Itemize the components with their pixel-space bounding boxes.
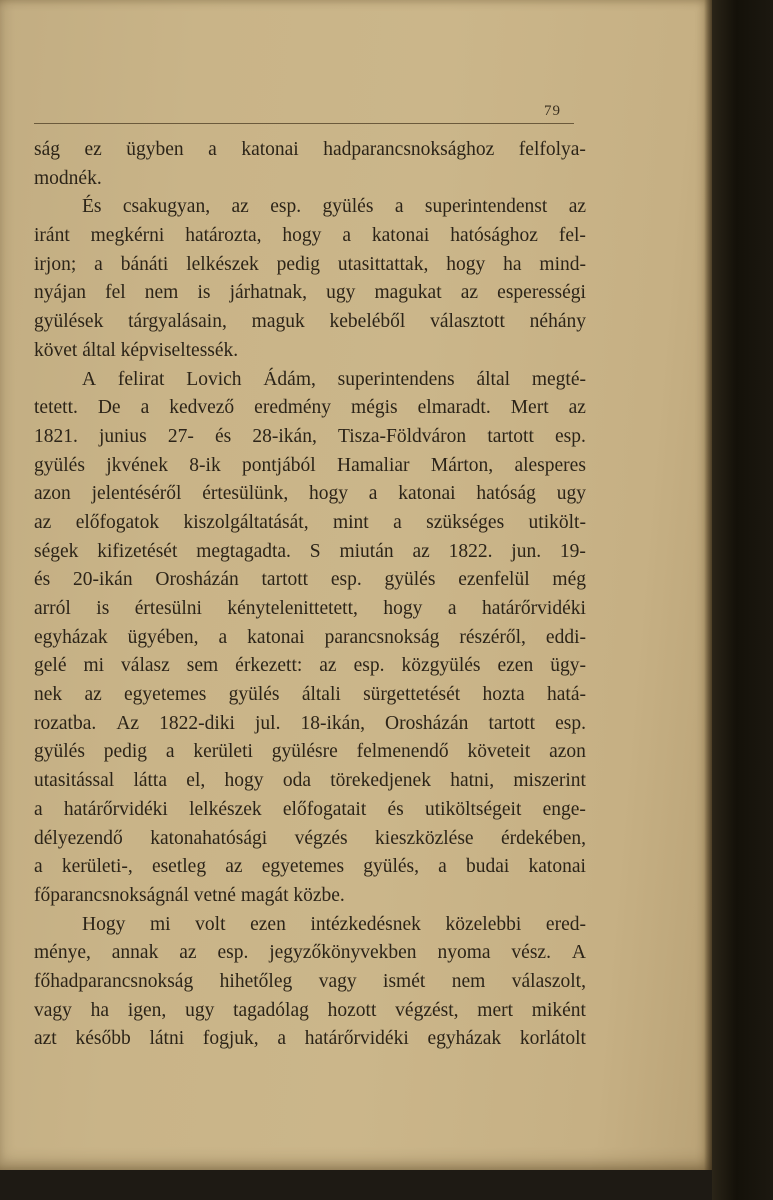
- text-line: nyájan fel nem is járhatnak, ugy magukat az esperességi: [34, 282, 586, 304]
- body-text: [34, 136, 586, 1054]
- text-line: utasitással látta el, hogy oda törekedjenek hatni, miszerint: [34, 770, 586, 792]
- text-line: ménye, annak az esp. jegyzőkönyvekben nyoma vész. A: [34, 942, 586, 964]
- text-line: követ által képviseltessék.: [34, 339, 239, 361]
- text-line: főhadparancsnokság hihetőleg vagy ismét nem válaszolt,: [34, 970, 586, 992]
- text-line: 1821. junius 27- és 28-ikán, Tisza-Földváron tartott esp.: [34, 425, 586, 447]
- text-line: a határőrvidéki lelkészek előfogatait és utiköltségeit enge-: [34, 798, 586, 820]
- text-line: iránt megkérni határozta, hogy a katonai hatósághoz fel-: [34, 225, 586, 247]
- book-spine: [712, 0, 773, 1200]
- text-line: délyezendő katonahatósági végzés kieszközlése érdekében,: [34, 827, 586, 849]
- text-line: És csakugyan, az esp. gyülés a superintendenst az: [82, 196, 586, 218]
- text-line: gyülések tárgyalásain, maguk kebeléből választott néhány: [34, 311, 586, 333]
- text-line: rozatba. Az 1822-diki jul. 18-ikán, Orosházán tartott esp.: [34, 712, 586, 734]
- text-line: ság ez ügyben a katonai hadparancsnoksághoz felfolya-: [34, 139, 586, 160]
- text-line: főparancsnokságnál vetné magát közbe.: [34, 884, 345, 906]
- paragraph: [34, 366, 586, 911]
- text-line: irjon; a bánáti lelkészek pedig utasittattak, hogy ha mind-: [34, 253, 586, 275]
- text-line: arról is értesülni kénytelenittetett, hogy a határőrvidéki: [34, 598, 586, 619]
- text-line: Hogy mi volt ezen intézkedésnek közelebbi ered-: [82, 913, 586, 935]
- text-line: A felirat Lovich Ádám, superintendens által megté-: [82, 368, 586, 390]
- text-line: tetett. De a kedvező eredmény mégis elmaradt. Mert az: [34, 397, 586, 419]
- text-line: egyházak ügyében, a katonai parancsnokság részéről, eddi-: [34, 626, 586, 648]
- text-line: azt később látni fogjuk, a határőrvidéki egyházak korlátolt: [34, 1028, 586, 1050]
- text-line: vagy ha igen, ugy tagadólag hozott végzést, mert miként: [34, 999, 586, 1021]
- text-line: a kerületi-, esetleg az egyetemes gyülés, a budai katonai: [34, 856, 586, 878]
- text-line: gelé mi válasz sem érkezett: az esp. közgyülés ezen ügy-: [34, 655, 586, 677]
- text-line: gyülés jkvének 8-ik pontjából Hamaliar Márton, alesperes: [34, 454, 586, 476]
- text-line: és 20-ikán Orosházán tartott esp. gyülés ezenfelül még: [34, 569, 586, 591]
- text-line: ségek kifizetését megtagadta. S miután az 1822. jun. 19-: [34, 540, 586, 562]
- text-line: azon jelentéséről értesülünk, hogy a katonai hatóság ugy: [34, 483, 586, 505]
- paragraph: [34, 911, 586, 1054]
- paragraph: [34, 193, 586, 365]
- text-line: gyülés pedig a kerületi gyülésre felmenendő követeit azon: [34, 741, 586, 763]
- text-line: modnék.: [34, 167, 102, 189]
- page-number: 79: [544, 103, 561, 119]
- text-line: nek az egyetemes gyülés általi sürgettetését hozta hatá-: [34, 684, 586, 706]
- paragraph: [34, 136, 586, 193]
- header-rule: [34, 123, 574, 124]
- text-line: az előfogatok kiszolgáltatását, mint a szükséges utikölt-: [34, 511, 586, 533]
